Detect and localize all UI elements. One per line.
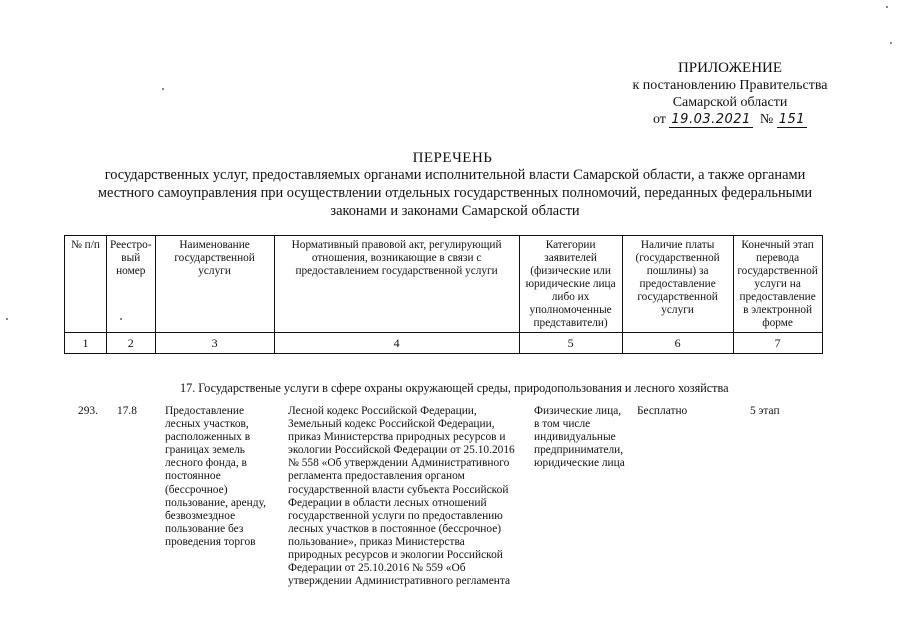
header-text: в электронной	[743, 304, 813, 316]
header-text: отношения, возникающие в связи с	[311, 252, 482, 264]
row-final-stage: 5 этап	[750, 405, 780, 417]
header-text: предоставлением государственной услуги	[295, 265, 498, 277]
text-line: постоянное	[165, 470, 221, 483]
text-line: лесных участков в постоянное (бессрочное)	[288, 522, 502, 535]
header-text: услуги	[198, 265, 231, 277]
text-line: юридические лица	[534, 457, 625, 470]
header-cell-registry	[107, 236, 156, 333]
header-text: перевода	[756, 252, 800, 264]
column-number: 7	[733, 333, 822, 354]
row-service-name	[165, 405, 283, 549]
header-text: Нормативный правовой акт, регулирующий	[291, 239, 502, 251]
number-prefix: №	[759, 112, 774, 127]
date-prefix: от	[652, 112, 666, 127]
header-row	[65, 236, 823, 333]
header-text: предоставление	[639, 278, 716, 290]
header-cell-stage	[733, 236, 822, 333]
text-line: экологии Российской Федерации от 25.10.2016	[288, 444, 515, 457]
text-line: Федерации от 25.10.2016 № 559 «Об	[288, 562, 466, 575]
header-cell-name	[155, 236, 274, 333]
text-line: государственной власти субъекта Российской	[288, 483, 509, 496]
text-line: № 558 «Об утверждении Административного	[288, 457, 510, 470]
text-line: границах земель	[165, 444, 246, 457]
header-text: юридические лица	[525, 278, 616, 290]
text-line: Физические лица,	[534, 405, 622, 417]
header-text: Категории	[545, 239, 596, 251]
text-line: лесного фонда, в	[165, 457, 247, 470]
header-text: услуги	[661, 304, 694, 316]
text-line: предприниматели,	[534, 444, 624, 457]
column-number: 6	[622, 333, 733, 354]
header-cell-category	[519, 236, 622, 333]
header-text: Наименование	[179, 239, 250, 251]
document-title: ПЕРЕЧЕНЬ	[412, 150, 493, 166]
section-title: 17. Государственые услуги в сфере охраны окружающей среды, природопользования и лесного хозяйства	[180, 381, 729, 395]
header-cell-num	[65, 236, 107, 333]
header-text: государственной	[737, 265, 818, 277]
scan-speck	[120, 318, 122, 320]
text-line: пользование без	[165, 522, 244, 535]
text-line: Земельный кодекс Российской Федерации,	[288, 418, 495, 431]
text-line: природных ресурсов и экологии Российской	[288, 549, 503, 562]
header-text: пошлины) за	[646, 265, 709, 277]
number-value: 151	[778, 112, 806, 127]
text-line: государственной услуги по предоставлению	[288, 509, 503, 522]
text-line: пользование», приказ Министерства	[288, 535, 465, 548]
date-value: 19.03.2021	[671, 112, 751, 127]
header-text: № п/п	[71, 239, 100, 251]
header-cell-act	[274, 236, 519, 333]
appendix-block	[600, 60, 860, 128]
appendix-date-row	[600, 111, 860, 128]
text-line: Лесной кодекс Российской Федерации,	[288, 405, 477, 417]
subtitle-line: местного самоуправления при осуществлении отдельных государственных полномочий, переданных федеральными	[97, 185, 813, 201]
appendix-line-2: Самарской области	[672, 95, 788, 110]
row-fee: Бесплатно	[637, 405, 688, 417]
subtitle-line: государственных услуг, предоставляемых органами исполнительной власти Самарской области, а также органами	[104, 167, 806, 183]
text-line: утверждении Административного регламента	[288, 575, 511, 588]
scan-speck	[890, 42, 892, 44]
header-text: номер	[116, 265, 146, 277]
document-subtitle	[70, 166, 840, 220]
header-text: Реестро-	[110, 239, 152, 251]
text-line: лесных участков,	[165, 418, 249, 431]
appendix-title: ПРИЛОЖЕНИЕ	[677, 60, 783, 76]
scan-speck	[6, 318, 8, 320]
appendix-line-1: к постановлению Правительства	[632, 78, 828, 93]
text-line: индивидуальные	[534, 431, 616, 444]
header-cell-fee	[622, 236, 733, 333]
text-line: Федерации в области лесных отношений	[288, 496, 487, 509]
column-number: 5	[519, 333, 622, 354]
header-text: услуги на	[754, 278, 801, 290]
column-number: 4	[274, 333, 519, 354]
scan-speck	[162, 88, 164, 90]
header-text: либо их	[551, 291, 590, 303]
scan-speck	[886, 6, 888, 8]
header-text: (физические или	[530, 265, 611, 277]
column-number-row	[65, 333, 823, 354]
column-number: 2	[107, 333, 156, 354]
header-text: государственной	[174, 252, 255, 264]
text-line: в том числе	[534, 418, 591, 431]
header-text: государственной	[637, 291, 718, 303]
text-line: безвозмездное	[165, 509, 236, 522]
text-line: проведения торгов	[165, 535, 256, 548]
text-line: регламента предоставления органом	[288, 470, 465, 483]
text-line: пользование, аренду,	[165, 496, 266, 509]
row-legal-act	[288, 405, 528, 588]
header-text: представители)	[533, 317, 608, 329]
column-number: 3	[155, 333, 274, 354]
header-text: (государственной	[635, 252, 720, 264]
header-text: Наличие платы	[640, 239, 715, 251]
column-number: 1	[65, 333, 107, 354]
header-text: форме	[762, 317, 793, 329]
header-text: Конечный этап	[741, 239, 814, 251]
row-number: 293.	[78, 405, 98, 417]
text-line: Предоставление	[165, 405, 245, 417]
text-line: расположенных в	[165, 431, 251, 444]
header-text: вый	[121, 252, 141, 264]
header-text: предоставление	[739, 291, 816, 303]
row-registry-number: 17.8	[117, 405, 137, 417]
header-text: уполномоченные	[529, 304, 612, 316]
header-text: заявителей	[544, 252, 597, 264]
text-line: (бессрочное)	[165, 483, 228, 496]
row-applicant-category	[534, 405, 634, 470]
subtitle-line: законами и законами Самарской области	[330, 203, 580, 219]
header-table	[64, 235, 823, 354]
text-line: приказ Министерства природных ресурсов и	[288, 431, 506, 444]
